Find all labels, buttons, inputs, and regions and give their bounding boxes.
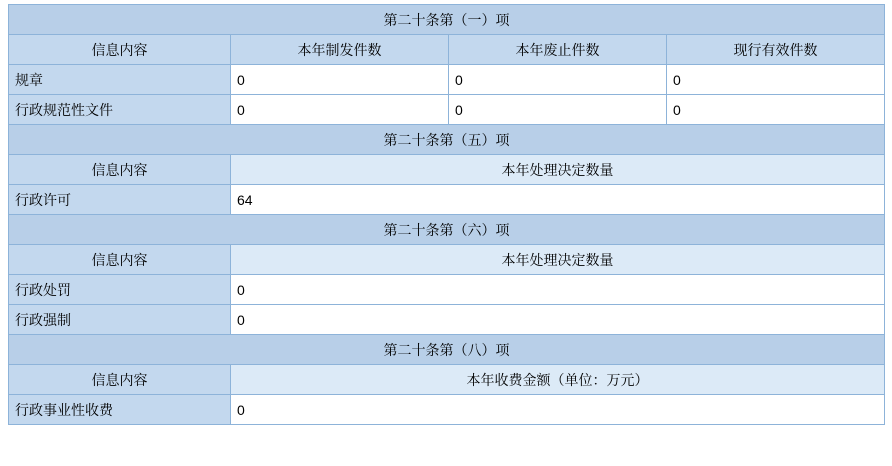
cell-value: 0 bbox=[449, 95, 667, 125]
cell-value: 0 bbox=[231, 395, 885, 425]
column-header-decision-count: 本年处理决定数量 bbox=[231, 245, 885, 275]
table-row bbox=[9, 275, 885, 305]
column-header-decision-count: 本年处理决定数量 bbox=[231, 155, 885, 185]
row-label: 行政事业性收费 bbox=[9, 395, 231, 425]
section-header-row bbox=[9, 245, 885, 275]
cell-value: 0 bbox=[231, 305, 885, 335]
column-header-abolished-count: 本年废止件数 bbox=[449, 35, 667, 65]
cell-value: 0 bbox=[667, 65, 885, 95]
table-row bbox=[9, 95, 885, 125]
row-label: 行政许可 bbox=[9, 185, 231, 215]
section-header-row bbox=[9, 35, 885, 65]
column-header-issued-count: 本年制发件数 bbox=[231, 35, 449, 65]
cell-value: 64 bbox=[231, 185, 885, 215]
row-label: 行政强制 bbox=[9, 305, 231, 335]
row-label: 行政规范性文件 bbox=[9, 95, 231, 125]
row-label: 规章 bbox=[9, 65, 231, 95]
cell-value: 0 bbox=[667, 95, 885, 125]
cell-value: 0 bbox=[449, 65, 667, 95]
column-header-effective-count: 现行有效件数 bbox=[667, 35, 885, 65]
table-row bbox=[9, 185, 885, 215]
annual-disclosure-table bbox=[8, 4, 885, 425]
section-title-row bbox=[9, 5, 885, 35]
section-title: 第二十条第（一）项 bbox=[9, 5, 885, 35]
section-header-row bbox=[9, 365, 885, 395]
cell-value: 0 bbox=[231, 275, 885, 305]
table-row bbox=[9, 395, 885, 425]
section-title: 第二十条第（八）项 bbox=[9, 335, 885, 365]
section-title-row bbox=[9, 335, 885, 365]
table-row bbox=[9, 305, 885, 335]
section-title-row bbox=[9, 125, 885, 155]
section-title: 第二十条第（五）项 bbox=[9, 125, 885, 155]
row-label: 行政处罚 bbox=[9, 275, 231, 305]
section-title: 第二十条第（六）项 bbox=[9, 215, 885, 245]
section-header-row bbox=[9, 155, 885, 185]
cell-value: 0 bbox=[231, 95, 449, 125]
cell-value: 0 bbox=[231, 65, 449, 95]
column-header-info-content: 信息内容 bbox=[9, 245, 231, 275]
section-title-row bbox=[9, 215, 885, 245]
column-header-fee-amount: 本年收费金额（单位：万元） bbox=[231, 365, 885, 395]
table-row bbox=[9, 65, 885, 95]
column-header-info-content: 信息内容 bbox=[9, 35, 231, 65]
column-header-info-content: 信息内容 bbox=[9, 155, 231, 185]
column-header-info-content: 信息内容 bbox=[9, 365, 231, 395]
